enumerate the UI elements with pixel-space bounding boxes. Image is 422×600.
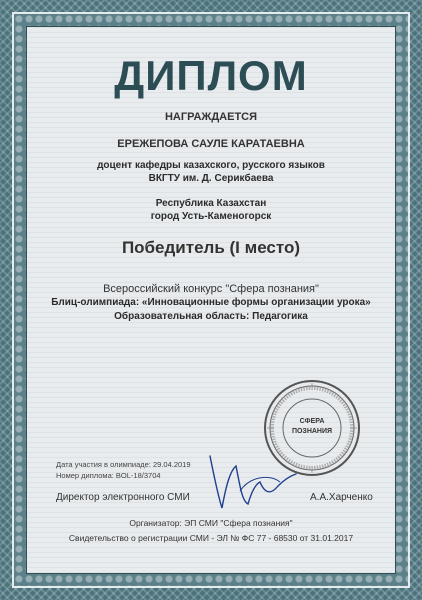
diploma-title: ДИПЛОМ [114,52,308,99]
recipient-institution: ВКГТУ им. Д. Серикбаева [148,173,274,184]
seal-text: ПОЗНАНИЯ [291,428,333,435]
director-label: Директор электронного СМИ [56,492,190,503]
organizer-text: Организатор: ЭП СМИ "Сфера познания" [129,518,293,528]
awarded-label: НАГРАЖДАЕТСЯ [164,111,258,123]
diploma-number: Номер диплома: BOL-18/3704 [56,471,161,480]
seal-text: СФЕРА [299,418,325,425]
award-result: Победитель (I место) [121,238,301,257]
registration-certificate: Свидетельство о регистрации СМИ - ЭЛ № ФС 77 - 68530 от 31.01.2017 [68,533,354,543]
contest-name: Всероссийский конкурс "Сфера познания" [103,283,319,295]
signer-name: А.А.Харченко [310,492,373,503]
signature-icon [200,446,300,516]
contest-area: Образовательная область: Педагогика [114,311,308,322]
recipient-city: город Усть-Каменогорск [150,211,272,222]
recipient-country: Республика Казахстан [155,198,267,209]
recipient-position: доцент кафедры казахского, русского языков [97,160,325,171]
contest-blitz: Блиц-олимпиада: «Инновационные формы организации урока» [51,297,371,308]
participation-date: Дата участия в олимпиаде: 29.04.2019 [56,460,191,469]
recipient-name: ЕРЕЖЕПОВА САУЛЕ КАРАТАЕВНА [117,138,305,150]
